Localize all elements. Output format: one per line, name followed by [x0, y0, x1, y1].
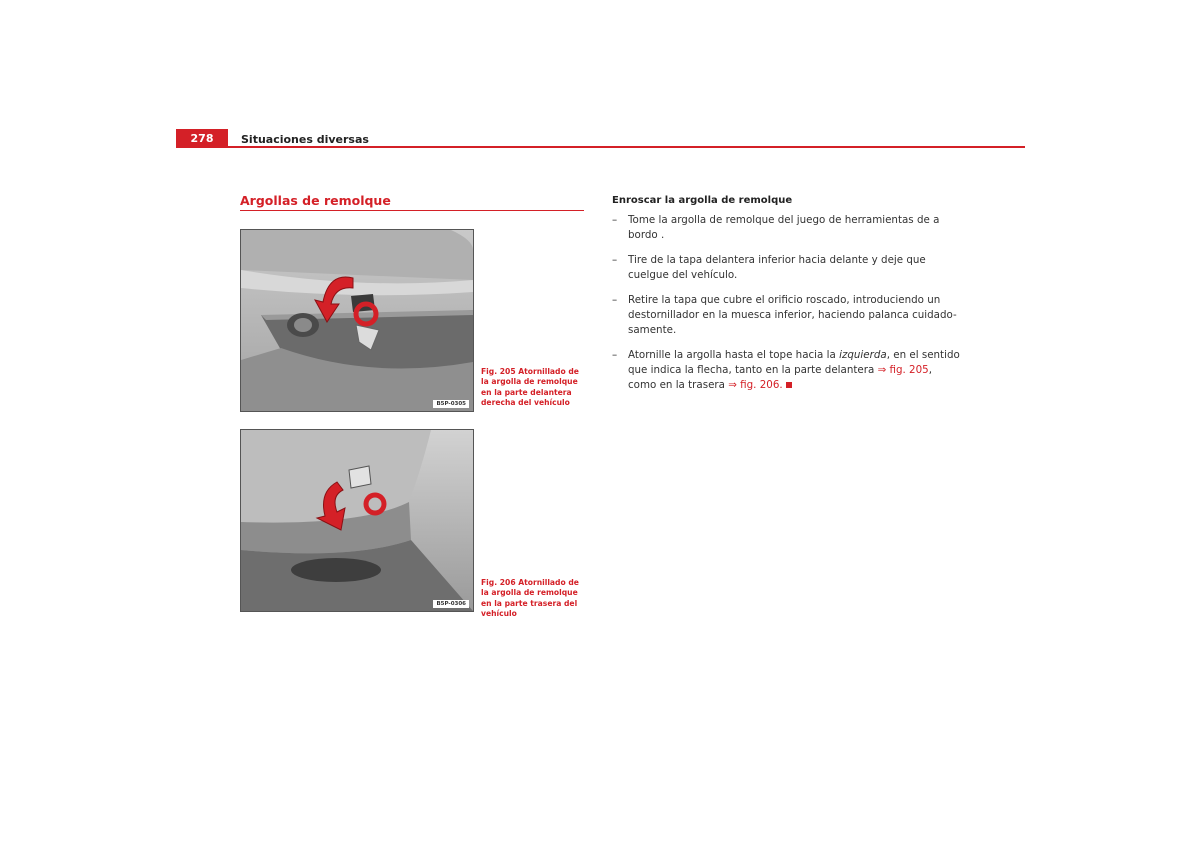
figure-code: B5P-0305: [433, 400, 469, 408]
figure-206-image: [240, 429, 474, 612]
instruction-step: [612, 293, 960, 338]
step-text: Tome la argolla de remolque del juego de herramientas de a bordo .: [628, 214, 940, 241]
figure-205-image: [240, 229, 474, 412]
figure-205-link[interactable]: ⇒ fig. 205: [877, 364, 929, 376]
section-title: Argollas de remolque: [240, 193, 391, 208]
running-title: Situaciones diversas: [241, 133, 369, 146]
step-text-middle: , en el sentido que indica la flecha, tanto en la parte delantera: [628, 349, 960, 376]
step-emphasis: izquierda: [839, 349, 887, 361]
figure-205-caption: Fig. 205 Atornillado de la argolla de remolque en la parte delantera derecha del vehículo: [481, 367, 579, 408]
step-text: Tire de la tapa delantera inferior hacia delante y deje que cuelgue del vehículo.: [628, 254, 926, 281]
figure-206-link[interactable]: ⇒ fig. 206.: [728, 379, 783, 391]
step-text: Retire la tapa que cubre el orificio roscado, introduciendo un destornillador en la muesca inferior, haciendo palanca cuidado-samente.: [628, 294, 957, 336]
page-number: 278: [176, 129, 228, 148]
instruction-step: [612, 253, 960, 283]
end-of-section-icon: [786, 382, 792, 388]
step-text-middle2: , como en la trasera: [628, 364, 932, 391]
header-rule: [176, 146, 1025, 148]
step-dash: –: [612, 349, 618, 361]
figure-code: B5P-0306: [433, 600, 469, 608]
instruction-list: [612, 213, 960, 403]
front-bumper-illustration: [241, 230, 473, 411]
instruction-step: [612, 348, 960, 393]
step-text-before: Atornille la argolla hasta el tope hacia la: [628, 349, 840, 361]
step-dash: –: [612, 254, 618, 266]
section-rule: [240, 210, 584, 211]
rear-bumper-illustration: [241, 430, 473, 611]
instructions-title: Enroscar la argolla de remolque: [612, 195, 793, 206]
instruction-step: [612, 213, 960, 243]
step-dash: –: [612, 294, 618, 306]
figure-206-caption: Fig. 206 Atornillado de la argolla de remolque en la parte trasera del vehículo: [481, 578, 579, 619]
step-dash: –: [612, 214, 618, 226]
